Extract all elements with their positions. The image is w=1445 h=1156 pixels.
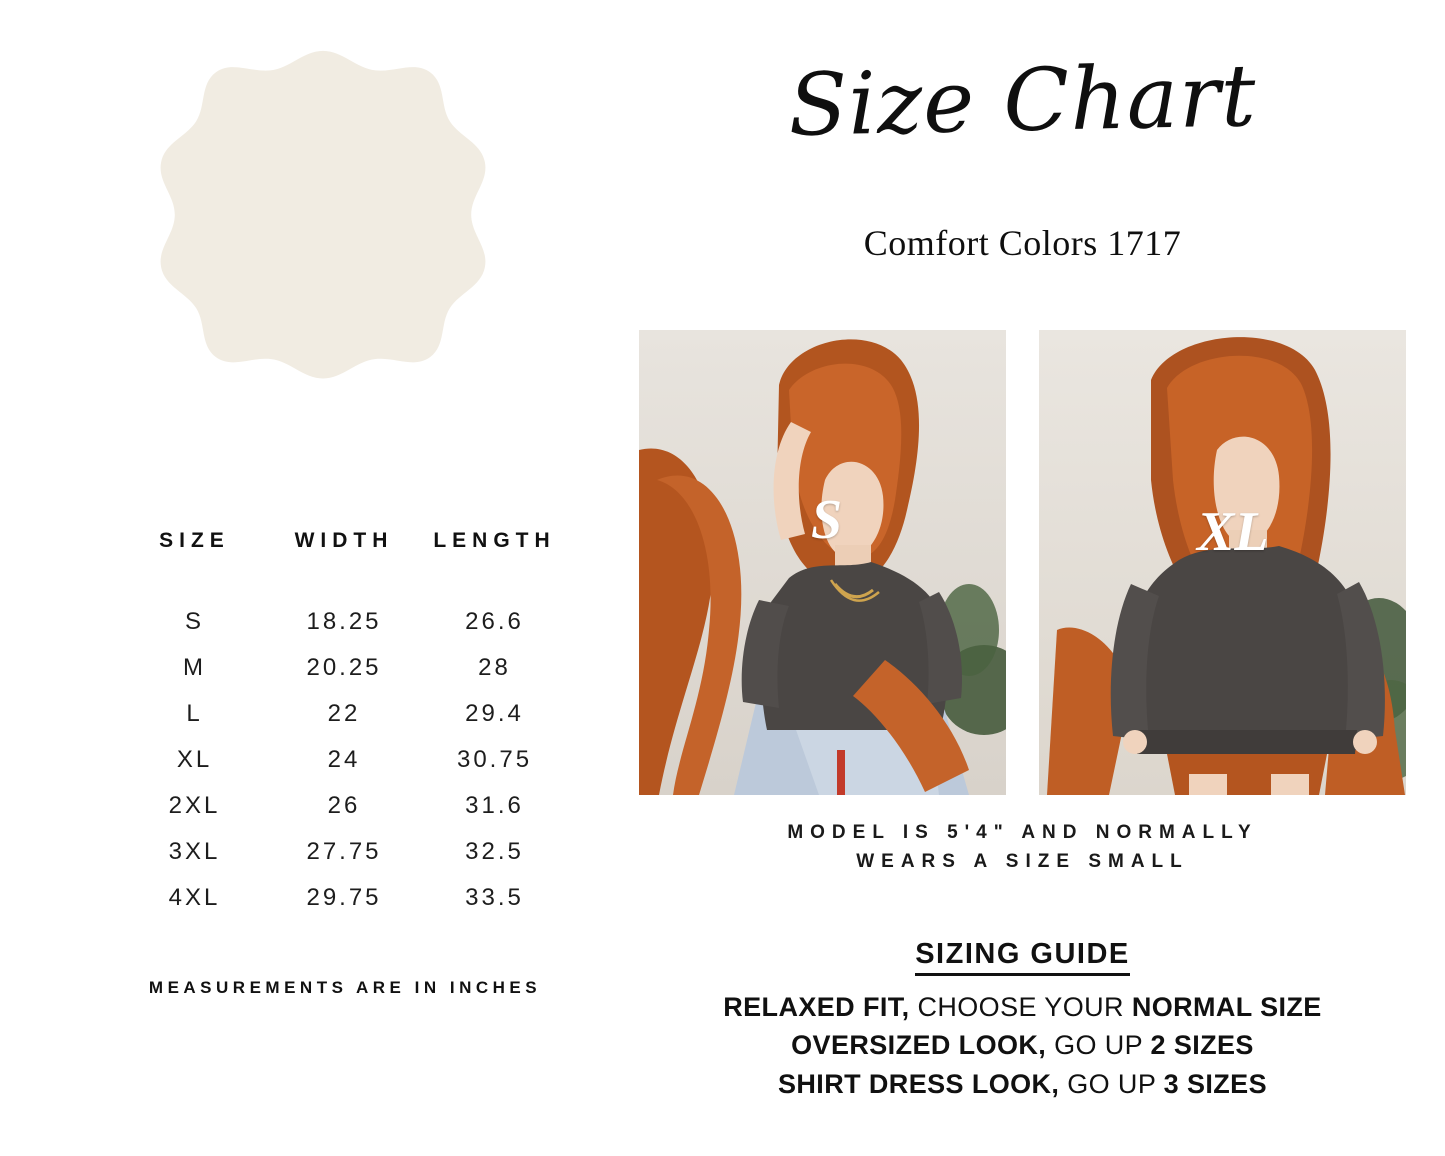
guide-line-3-bold-start: SHIRT DRESS LOOK,: [778, 1068, 1060, 1099]
model-photos: [610, 330, 1435, 795]
column-header-width: WIDTH: [294, 529, 394, 552]
tee-size-label-small: S: [811, 489, 843, 551]
table-row: [120, 645, 570, 691]
cell-size: XL: [176, 746, 213, 773]
cell-width: 20.25: [306, 654, 382, 681]
cell-length: 28: [478, 654, 511, 681]
cell-width: 26: [327, 792, 361, 819]
model-note-line-1: MODEL IS 5'4" AND NORMALLY: [787, 822, 1258, 843]
right-column: [600, 0, 1445, 1156]
cell-length: 30.75: [456, 746, 533, 773]
cell-width: 27.75: [306, 838, 382, 865]
sizing-guide-title-text: SIZING GUIDE: [915, 938, 1130, 976]
sizing-guide-line: [600, 1065, 1445, 1103]
cell-length: 29.4: [465, 700, 524, 727]
guide-line-3-middle: GO UP: [1059, 1068, 1164, 1099]
left-column: [0, 0, 600, 1156]
sizing-guide-line: [600, 988, 1445, 1026]
table-row: [120, 599, 570, 645]
table-row: [120, 783, 570, 829]
guide-line-1-bold-end: NORMAL SIZE: [1131, 992, 1322, 1022]
sizing-guide-title: [600, 938, 1445, 971]
cell-length: 32.5: [465, 838, 524, 865]
size-table: [120, 528, 570, 921]
decorative-scallop-blob: [128, 42, 518, 442]
cell-size: M: [182, 654, 206, 681]
cell-width: 24: [327, 746, 361, 773]
tee-size-label-xl: XL: [1197, 501, 1269, 563]
cell-size: 2XL: [168, 792, 221, 819]
cell-length: 26.6: [465, 608, 524, 635]
model-height-note: [600, 818, 1445, 877]
guide-line-2-bold-end: 2 SIZES: [1150, 1030, 1254, 1061]
guide-line-2-middle: GO UP: [1046, 1030, 1151, 1061]
cell-width: 18.25: [306, 608, 382, 635]
column-header-length: LENGTH: [433, 529, 556, 552]
guide-line-2-bold-start: OVERSIZED LOOK,: [791, 1030, 1047, 1061]
cell-length: 33.5: [465, 884, 524, 911]
cell-length: 31.6: [465, 792, 524, 819]
model-note-line-2: WEARS A SIZE SMALL: [856, 851, 1189, 873]
table-row: [120, 875, 570, 921]
guide-line-1-bold-start: RELAXED FIT,: [723, 992, 910, 1022]
product-subtitle: Comfort Colors 1717: [863, 223, 1182, 263]
guide-line-3-bold-end: 3 SIZES: [1163, 1068, 1267, 1099]
cell-size: S: [184, 608, 204, 635]
cell-width: 29.75: [306, 884, 382, 911]
cell-size: L: [186, 700, 203, 727]
guide-line-1-middle: CHOOSE YOUR: [909, 992, 1132, 1022]
sizing-guide-lines: [600, 988, 1445, 1103]
cell-size: 4XL: [168, 884, 221, 911]
page-title: Size Chart: [787, 46, 1258, 156]
model-photo-xl: [1039, 330, 1406, 795]
table-row: [120, 691, 570, 737]
model-photo-small: [639, 330, 1006, 795]
sizing-guide-line: [600, 1026, 1445, 1064]
cell-size: 3XL: [168, 838, 221, 865]
table-row: [120, 829, 570, 875]
cell-width: 22: [327, 700, 361, 727]
measurements-note: MEASUREMENTS ARE IN INCHES: [148, 978, 542, 997]
table-row: [120, 737, 570, 783]
column-header-size: SIZE: [159, 529, 230, 552]
table-header-row: [120, 528, 570, 599]
